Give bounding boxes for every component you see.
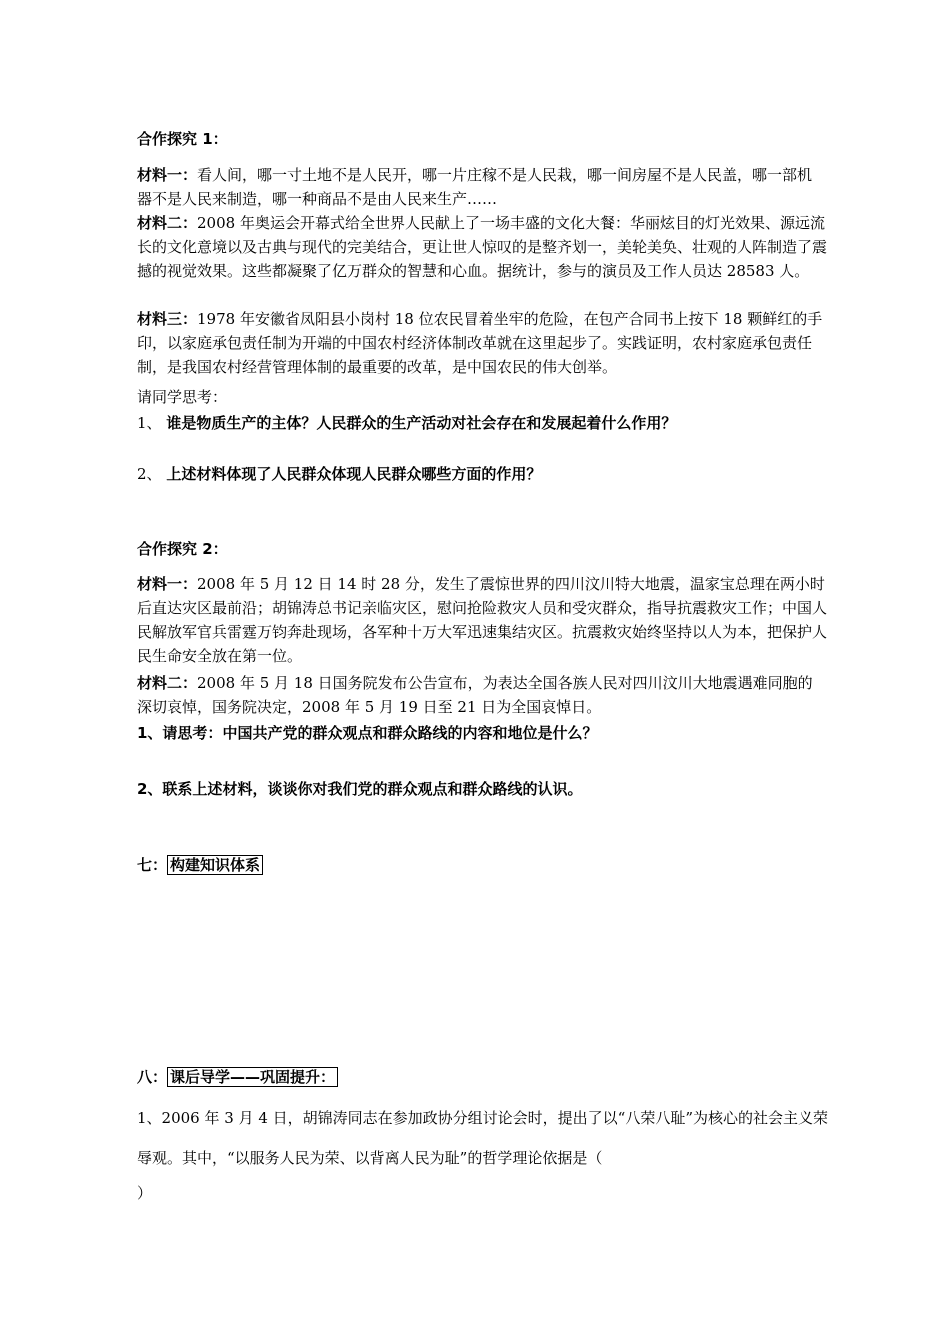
section1-title: 合作探究 1： [137, 130, 228, 148]
section-prefix: 七： [137, 856, 168, 874]
section2-material-2 [137, 671, 827, 719]
section1-prompt: 请同学思考： [137, 388, 228, 406]
section2-question-1: 1、请思考：中国共产党的群众观点和群众路线的内容和地位是什么？ [137, 724, 598, 742]
section7-title: 构建知识体系 [167, 855, 263, 875]
section1-material-3 [137, 307, 827, 379]
section7-heading [137, 853, 827, 877]
question-number: 2、 [137, 465, 162, 483]
material-text: 1978 年安徽省凤阳县小岗村 18 位农民冒着坐牢的危险，在包产合同书上按下 18 颗鲜红的手印，以家庭承包责任制为开端的中国农村经济体制改革就在这里起步了。实践证明，农村家庭承包责任制，是我国农村经营管理体制的最重要的改革，是中国农民的伟大创举。 [137, 310, 823, 376]
material-label: 材料一： [137, 575, 198, 593]
material-text: 2008 年奥运会开幕式给全世界人民献上了一场丰盛的文化大餐：华丽炫目的灯光效果、源远流长的文化意境以及古典与现代的完美结合，更让世人惊叹的是整齐划一，美轮美奂、壮观的人阵制造了震撼的视觉效果。这些都凝聚了亿万群众的智慧和心血。据统计，参与的演员及工作人员达 28583 人。 [137, 214, 828, 280]
section2-question-2: 2、联系上述材料，谈谈你对我们党的群众观点和群众路线的认识。 [137, 780, 583, 798]
question-text: 谁是物质生产的主体？人民群众的生产活动对社会存在和发展起着什么作用？ [166, 414, 677, 432]
section8-question-1-end: ） [137, 1184, 153, 1202]
section1-question-1 [137, 411, 827, 435]
section8-heading [137, 1065, 827, 1089]
material-text: 2008 年 5 月 12 日 14 时 28 分，发生了震惊世界的四川汶川特大地震，温家宝总理在两小时后直达灾区最前沿；胡锦涛总书记亲临灾区，慰问抢险救灾人员和受灾群众，指导抗震救灾工作；中国人民解放军官兵雷霆万钧奔赴现场，各军种十万大军迅速集结灾区。抗震救灾始终坚持以人为本，把保护人民生命安全放在第一位。 [137, 575, 828, 665]
question-number: 1、 [137, 414, 162, 432]
material-label: 材料一： [137, 166, 198, 184]
section2-title: 合作探究 2： [137, 540, 228, 558]
material-label: 材料二： [137, 674, 198, 692]
material-label: 材料三： [137, 310, 198, 328]
section8-question-1: 1、2006 年 3 月 4 日，胡锦涛同志在参加政协分组讨论会时，提出了以“八荣八耻”为核心的社会主义荣辱观。其中，“以服务人民为荣、以背离人民为耻”的哲学理论依据是（ [137, 1109, 828, 1167]
section8-title: 课后导学——巩固提升： [167, 1067, 338, 1087]
section-prefix: 八： [137, 1068, 168, 1086]
material-label: 材料二： [137, 214, 198, 232]
material-text: 2008 年 5 月 18 日国务院发布公告宣布，为表达全国各族人民对四川汶川大地震遇难同胞的深切哀悼，国务院决定，2008 年 5 月 19 日至 21 日为全国哀悼日。 [137, 674, 813, 716]
section1-material-2 [137, 211, 827, 283]
section1-material-1 [137, 163, 827, 211]
material-text: 看人间，哪一寸土地不是人民开，哪一片庄稼不是人民栽，哪一间房屋不是人民盖，哪一部机器不是人民来制造，哪一种商品不是由人民来生产…… [137, 166, 813, 208]
question-text: 上述材料体现了人民群众体现人民群众哪些方面的作用？ [166, 465, 542, 483]
section2-material-1 [137, 572, 827, 668]
section1-question-2 [137, 462, 827, 486]
